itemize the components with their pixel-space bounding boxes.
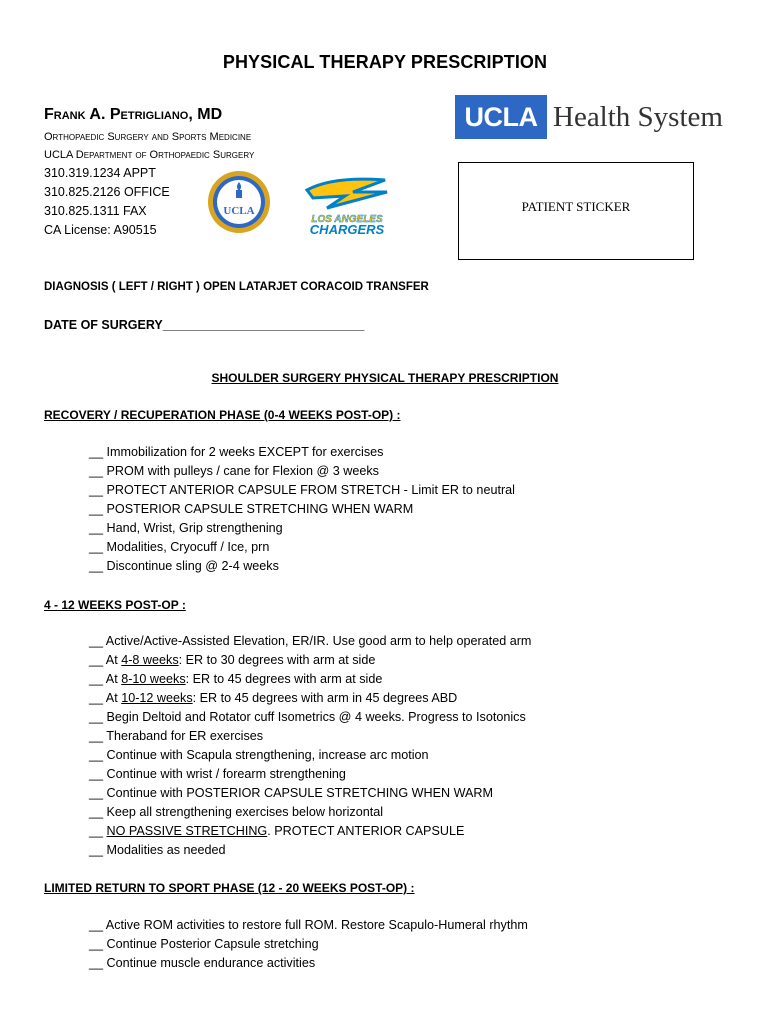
item-prefix: __ <box>89 824 107 838</box>
list-item[interactable]: __ Keep all strengthening exercises below horizontal <box>89 805 384 819</box>
item-weeks: 4-8 weeks <box>121 653 179 667</box>
item-text: : ER to 30 degrees with arm at side <box>178 653 376 667</box>
doctor-specialty: Orthopaedic Surgery and Sports Medicine <box>44 131 252 143</box>
item-prefix: __ At <box>89 653 122 667</box>
diagnosis-line: DIAGNOSIS ( LEFT / RIGHT ) OPEN LATARJET CORACOID TRANSFER <box>44 281 429 293</box>
list-item[interactable] <box>89 689 531 708</box>
phase1-heading: RECOVERY / RECUPERATION PHASE (0-4 WEEKS POST-OP) : <box>44 408 401 422</box>
item-emphasis: NO PASSIVE STRETCHING <box>106 824 268 838</box>
list-item[interactable]: __ Active/Active-Assisted Elevation, ER/IR. Use good arm to help operated arm <box>89 634 532 648</box>
phase1-list <box>89 443 515 576</box>
list-item[interactable]: __ Hand, Wrist, Grip strengthening <box>89 521 283 535</box>
list-item[interactable] <box>89 670 531 689</box>
list-item[interactable]: __ POSTERIOR CAPSULE STRETCHING WHEN WARM <box>89 502 414 516</box>
team-text-line2: CHARGERS <box>309 222 385 237</box>
item-weeks: 10-12 weeks <box>121 691 193 705</box>
item-prefix: __ At <box>89 672 122 686</box>
patient-sticker-label: PATIENT STICKER <box>521 199 631 214</box>
phone-office: 310.825.2126 OFFICE <box>44 185 170 199</box>
ucla-seal-logo <box>207 170 271 234</box>
page-title: PHYSICAL THERAPY PRESCRIPTION <box>222 52 548 72</box>
item-text: . PROTECT ANTERIOR CAPSULE <box>267 824 465 838</box>
list-item[interactable]: __ PROTECT ANTERIOR CAPSULE FROM STRETCH - Limit ER to neutral <box>89 483 515 497</box>
phase3-heading: LIMITED RETURN TO SPORT PHASE (12 - 20 WEEKS POST-OP) : <box>44 881 415 895</box>
list-item[interactable]: __ Continue Posterior Capsule stretching <box>89 937 319 951</box>
seal-text: UCLA <box>223 205 255 217</box>
list-item[interactable]: __ Continue muscle endurance activities <box>89 956 316 970</box>
item-text: : ER to 45 degrees with arm at side <box>185 672 383 686</box>
doctor-name: Frank A. Petrigliano, MD <box>44 106 223 123</box>
phase2-list <box>89 632 531 860</box>
list-item[interactable]: __ Active ROM activities to restore full ROM. Restore Scapulo-Humeral rhythm <box>89 918 528 932</box>
item-prefix: __ At <box>89 691 122 705</box>
list-item[interactable]: __ Modalities as needed <box>89 843 226 857</box>
list-item[interactable]: __ Theraband for ER exercises <box>89 729 264 743</box>
list-item[interactable]: __ Immobilization for 2 weeks EXCEPT for exercises <box>89 445 384 459</box>
item-text: : ER to 45 degrees with arm in 45 degrees ABD <box>192 691 458 705</box>
ucla-logo-box: UCLA <box>455 95 547 139</box>
patient-sticker-box <box>458 162 694 260</box>
list-item[interactable]: __ Continue with Scapula strengthening, increase arc motion <box>89 748 429 762</box>
list-item[interactable]: __ Discontinue sling @ 2-4 weeks <box>89 559 279 573</box>
list-item[interactable]: __ Modalities, Cryocuff / Ice, prn <box>89 540 270 554</box>
date-of-surgery-line[interactable]: DATE OF SURGERY_____________________________ <box>44 318 365 332</box>
license-number: CA License: A90515 <box>44 223 157 237</box>
health-system-wordmark: Health System <box>553 101 723 133</box>
list-item[interactable]: __ Begin Deltoid and Rotator cuff Isometrics @ 4 weeks. Progress to Isotonics <box>89 710 526 724</box>
phone-appt: 310.319.1234 APPT <box>44 166 156 180</box>
list-item[interactable]: __ Continue with POSTERIOR CAPSULE STRETCHING WHEN WARM <box>89 786 494 800</box>
chargers-logo <box>293 172 401 238</box>
section-subtitle: SHOULDER SURGERY PHYSICAL THERAPY PRESCRIPTION <box>211 371 559 385</box>
phone-fax: 310.825.1311 FAX <box>44 204 147 218</box>
phase3-list <box>89 916 528 973</box>
doctor-department: UCLA Department of Orthopaedic Surgery <box>44 149 255 161</box>
list-item[interactable]: __ Continue with wrist / forearm strengthening <box>89 767 346 781</box>
item-weeks: 8-10 weeks <box>121 672 186 686</box>
list-item[interactable] <box>89 822 531 841</box>
team-text-line1: LOS ANGELES <box>311 214 383 225</box>
list-item[interactable] <box>89 651 531 670</box>
list-item[interactable]: __ PROM with pulleys / cane for Flexion @ 3 weeks <box>89 464 379 478</box>
phase2-heading: 4 - 12 WEEKS POST-OP : <box>44 598 186 612</box>
